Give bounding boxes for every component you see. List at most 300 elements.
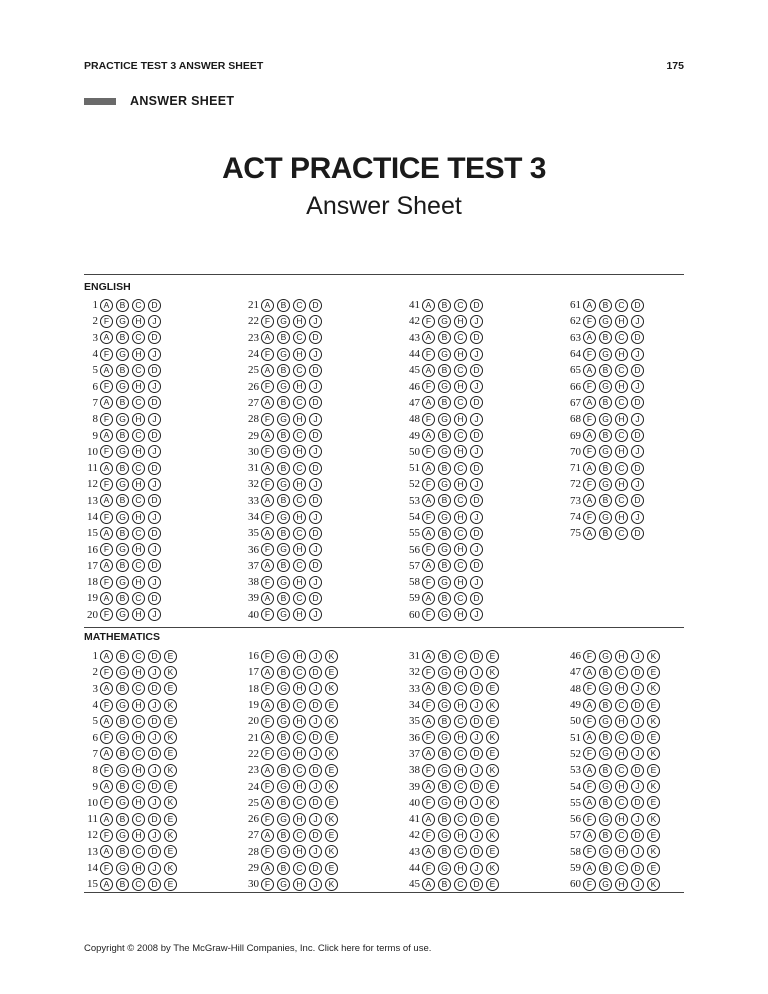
answer-bubble[interactable]: A (583, 862, 596, 875)
answer-bubble[interactable]: C (615, 331, 628, 344)
answer-bubble[interactable]: C (454, 682, 467, 695)
answer-bubble[interactable]: F (583, 650, 596, 663)
answer-bubble[interactable]: B (116, 747, 129, 760)
answer-bubble[interactable]: H (293, 747, 306, 760)
answer-bubble[interactable]: B (277, 862, 290, 875)
answer-bubble[interactable]: H (132, 796, 145, 809)
answer-bubble[interactable]: G (277, 511, 290, 524)
answer-bubble[interactable]: J (148, 348, 161, 361)
answer-bubble[interactable]: C (132, 813, 145, 826)
answer-bubble[interactable]: F (422, 862, 435, 875)
answer-bubble[interactable]: D (470, 299, 483, 312)
answer-bubble[interactable]: G (277, 780, 290, 793)
answer-bubble[interactable]: A (422, 845, 435, 858)
answer-bubble[interactable]: D (470, 559, 483, 572)
answer-bubble[interactable]: H (454, 348, 467, 361)
answer-bubble[interactable]: B (116, 396, 129, 409)
answer-bubble[interactable]: F (100, 478, 113, 491)
answer-bubble[interactable]: B (438, 527, 451, 540)
answer-bubble[interactable]: B (277, 666, 290, 679)
answer-bubble[interactable]: G (277, 543, 290, 556)
answer-bubble[interactable]: A (583, 731, 596, 744)
answer-bubble[interactable]: C (132, 845, 145, 858)
answer-bubble[interactable]: D (148, 364, 161, 377)
answer-bubble[interactable]: B (116, 559, 129, 572)
answer-bubble[interactable]: B (277, 331, 290, 344)
answer-bubble[interactable]: G (599, 715, 612, 728)
answer-bubble[interactable]: G (116, 731, 129, 744)
answer-bubble[interactable]: A (100, 494, 113, 507)
answer-bubble[interactable]: J (148, 576, 161, 589)
answer-bubble[interactable]: F (100, 511, 113, 524)
answer-bubble[interactable]: F (422, 413, 435, 426)
answer-bubble[interactable]: B (277, 764, 290, 777)
answer-bubble[interactable]: J (470, 478, 483, 491)
answer-bubble[interactable]: H (454, 608, 467, 621)
answer-bubble[interactable]: C (293, 559, 306, 572)
answer-bubble[interactable]: C (293, 462, 306, 475)
answer-bubble[interactable]: A (100, 396, 113, 409)
answer-bubble[interactable]: H (615, 845, 628, 858)
answer-bubble[interactable]: F (261, 650, 274, 663)
answer-bubble[interactable]: F (261, 608, 274, 621)
answer-bubble[interactable]: F (422, 478, 435, 491)
answer-bubble[interactable]: F (100, 445, 113, 458)
answer-bubble[interactable]: D (470, 494, 483, 507)
answer-bubble[interactable]: B (116, 331, 129, 344)
answer-bubble[interactable]: B (438, 845, 451, 858)
answer-bubble[interactable]: K (486, 731, 499, 744)
answer-bubble[interactable]: J (148, 796, 161, 809)
answer-bubble[interactable]: K (486, 862, 499, 875)
answer-bubble[interactable]: D (148, 878, 161, 891)
answer-bubble[interactable]: F (100, 576, 113, 589)
answer-bubble[interactable]: J (148, 380, 161, 393)
answer-bubble[interactable]: G (438, 862, 451, 875)
answer-bubble[interactable]: H (293, 348, 306, 361)
answer-bubble[interactable]: E (325, 731, 338, 744)
answer-bubble[interactable]: A (100, 462, 113, 475)
answer-bubble[interactable]: B (116, 650, 129, 663)
answer-bubble[interactable]: B (277, 299, 290, 312)
answer-bubble[interactable]: A (100, 559, 113, 572)
answer-bubble[interactable]: J (631, 747, 644, 760)
answer-bubble[interactable]: H (615, 315, 628, 328)
answer-bubble[interactable]: A (100, 813, 113, 826)
answer-bubble[interactable]: K (647, 878, 660, 891)
answer-bubble[interactable]: G (438, 576, 451, 589)
answer-bubble[interactable]: K (164, 796, 177, 809)
answer-bubble[interactable]: C (132, 559, 145, 572)
answer-bubble[interactable]: D (309, 764, 322, 777)
answer-bubble[interactable]: D (470, 429, 483, 442)
answer-bubble[interactable]: K (325, 682, 338, 695)
answer-bubble[interactable]: H (615, 445, 628, 458)
answer-bubble[interactable]: E (486, 715, 499, 728)
answer-bubble[interactable]: B (116, 845, 129, 858)
answer-bubble[interactable]: A (261, 764, 274, 777)
answer-bubble[interactable]: J (148, 862, 161, 875)
answer-bubble[interactable]: H (293, 608, 306, 621)
answer-bubble[interactable]: G (438, 315, 451, 328)
answer-bubble[interactable]: C (132, 396, 145, 409)
answer-bubble[interactable]: A (100, 527, 113, 540)
answer-bubble[interactable]: D (148, 559, 161, 572)
answer-bubble[interactable]: J (148, 731, 161, 744)
answer-bubble[interactable]: H (615, 878, 628, 891)
answer-bubble[interactable]: A (100, 299, 113, 312)
answer-bubble[interactable]: G (438, 764, 451, 777)
answer-bubble[interactable]: C (132, 682, 145, 695)
answer-bubble[interactable]: H (615, 413, 628, 426)
answer-bubble[interactable]: J (470, 348, 483, 361)
answer-bubble[interactable]: D (631, 462, 644, 475)
answer-bubble[interactable]: B (277, 699, 290, 712)
answer-bubble[interactable]: J (148, 666, 161, 679)
answer-bubble[interactable]: C (293, 396, 306, 409)
answer-bubble[interactable]: F (261, 878, 274, 891)
answer-bubble[interactable]: E (486, 650, 499, 663)
answer-bubble[interactable]: H (293, 780, 306, 793)
answer-bubble[interactable]: C (293, 862, 306, 875)
answer-bubble[interactable]: H (132, 862, 145, 875)
answer-bubble[interactable]: A (100, 429, 113, 442)
answer-bubble[interactable]: F (261, 747, 274, 760)
answer-bubble[interactable]: C (454, 780, 467, 793)
answer-bubble[interactable]: J (631, 682, 644, 695)
answer-bubble[interactable]: J (309, 576, 322, 589)
answer-bubble[interactable]: F (422, 576, 435, 589)
answer-bubble[interactable]: G (438, 380, 451, 393)
answer-bubble[interactable]: G (277, 747, 290, 760)
answer-bubble[interactable]: H (615, 780, 628, 793)
answer-bubble[interactable]: B (438, 813, 451, 826)
answer-bubble[interactable]: E (647, 796, 660, 809)
answer-bubble[interactable]: B (438, 396, 451, 409)
answer-bubble[interactable]: C (293, 299, 306, 312)
answer-bubble[interactable]: F (583, 413, 596, 426)
answer-bubble[interactable]: D (309, 299, 322, 312)
answer-bubble[interactable]: G (116, 543, 129, 556)
answer-bubble[interactable]: G (599, 650, 612, 663)
answer-bubble[interactable]: J (309, 780, 322, 793)
answer-bubble[interactable]: C (454, 747, 467, 760)
answer-bubble[interactable]: F (422, 380, 435, 393)
answer-bubble[interactable]: D (309, 396, 322, 409)
answer-bubble[interactable]: G (438, 348, 451, 361)
answer-bubble[interactable]: E (164, 682, 177, 695)
answer-bubble[interactable]: H (132, 445, 145, 458)
answer-bubble[interactable]: B (116, 527, 129, 540)
answer-bubble[interactable]: G (599, 780, 612, 793)
answer-bubble[interactable]: C (454, 650, 467, 663)
answer-bubble[interactable]: K (486, 764, 499, 777)
answer-bubble[interactable]: A (261, 862, 274, 875)
answer-bubble[interactable]: K (325, 747, 338, 760)
answer-bubble[interactable]: A (100, 331, 113, 344)
answer-bubble[interactable]: F (422, 666, 435, 679)
answer-bubble[interactable]: C (454, 494, 467, 507)
answer-bubble[interactable]: A (583, 494, 596, 507)
answer-bubble[interactable]: C (615, 862, 628, 875)
answer-bubble[interactable]: H (615, 813, 628, 826)
answer-bubble[interactable]: B (116, 780, 129, 793)
answer-bubble[interactable]: G (599, 747, 612, 760)
answer-bubble[interactable]: B (116, 592, 129, 605)
answer-bubble[interactable]: G (116, 413, 129, 426)
answer-bubble[interactable]: D (470, 364, 483, 377)
answer-bubble[interactable]: A (261, 299, 274, 312)
answer-bubble[interactable]: D (148, 429, 161, 442)
answer-bubble[interactable]: H (132, 829, 145, 842)
answer-bubble[interactable]: A (100, 650, 113, 663)
answer-bubble[interactable]: J (470, 380, 483, 393)
answer-bubble[interactable]: E (164, 715, 177, 728)
answer-bubble[interactable]: D (470, 527, 483, 540)
answer-bubble[interactable]: H (293, 445, 306, 458)
answer-bubble[interactable]: G (116, 576, 129, 589)
answer-bubble[interactable]: D (631, 666, 644, 679)
answer-bubble[interactable]: J (309, 380, 322, 393)
answer-bubble[interactable]: G (116, 796, 129, 809)
answer-bubble[interactable]: F (100, 764, 113, 777)
answer-bubble[interactable]: C (454, 845, 467, 858)
answer-bubble[interactable]: C (293, 364, 306, 377)
answer-bubble[interactable]: K (486, 829, 499, 842)
answer-bubble[interactable]: A (422, 331, 435, 344)
answer-bubble[interactable]: D (148, 299, 161, 312)
answer-bubble[interactable]: F (100, 666, 113, 679)
answer-bubble[interactable]: G (116, 862, 129, 875)
answer-bubble[interactable]: G (438, 413, 451, 426)
answer-bubble[interactable]: G (277, 478, 290, 491)
answer-bubble[interactable]: H (454, 699, 467, 712)
answer-bubble[interactable]: B (438, 715, 451, 728)
answer-bubble[interactable]: H (454, 380, 467, 393)
answer-bubble[interactable]: E (325, 829, 338, 842)
answer-bubble[interactable]: C (293, 331, 306, 344)
answer-bubble[interactable]: F (261, 478, 274, 491)
answer-bubble[interactable]: D (470, 650, 483, 663)
answer-bubble[interactable]: C (454, 527, 467, 540)
answer-bubble[interactable]: K (164, 731, 177, 744)
answer-bubble[interactable]: D (470, 747, 483, 760)
answer-bubble[interactable]: F (583, 813, 596, 826)
answer-bubble[interactable]: H (615, 511, 628, 524)
answer-bubble[interactable]: A (583, 331, 596, 344)
answer-bubble[interactable]: B (599, 699, 612, 712)
answer-bubble[interactable]: G (277, 315, 290, 328)
answer-bubble[interactable]: A (100, 682, 113, 695)
answer-bubble[interactable]: G (116, 764, 129, 777)
answer-bubble[interactable]: H (454, 731, 467, 744)
answer-bubble[interactable]: H (132, 764, 145, 777)
answer-bubble[interactable]: F (583, 445, 596, 458)
answer-bubble[interactable]: C (454, 364, 467, 377)
answer-bubble[interactable]: D (631, 796, 644, 809)
answer-bubble[interactable]: F (422, 348, 435, 361)
answer-bubble[interactable]: A (100, 747, 113, 760)
answer-bubble[interactable]: J (470, 445, 483, 458)
answer-bubble[interactable]: F (100, 413, 113, 426)
answer-bubble[interactable]: J (470, 666, 483, 679)
answer-bubble[interactable]: J (309, 845, 322, 858)
answer-bubble[interactable]: C (615, 666, 628, 679)
answer-bubble[interactable]: F (422, 315, 435, 328)
answer-bubble[interactable]: K (164, 666, 177, 679)
answer-bubble[interactable]: F (422, 764, 435, 777)
answer-bubble[interactable]: B (277, 559, 290, 572)
answer-bubble[interactable]: B (438, 747, 451, 760)
answer-bubble[interactable]: G (116, 829, 129, 842)
answer-bubble[interactable]: F (422, 829, 435, 842)
answer-bubble[interactable]: H (615, 380, 628, 393)
answer-bubble[interactable]: J (148, 543, 161, 556)
answer-bubble[interactable]: K (647, 780, 660, 793)
answer-bubble[interactable]: G (116, 348, 129, 361)
answer-bubble[interactable]: J (309, 608, 322, 621)
answer-bubble[interactable]: F (261, 380, 274, 393)
answer-bubble[interactable]: D (631, 331, 644, 344)
answer-bubble[interactable]: F (100, 699, 113, 712)
answer-bubble[interactable]: F (583, 682, 596, 695)
answer-bubble[interactable]: F (261, 682, 274, 695)
answer-bubble[interactable]: H (454, 764, 467, 777)
answer-bubble[interactable]: J (470, 413, 483, 426)
answer-bubble[interactable]: K (647, 650, 660, 663)
answer-bubble[interactable]: D (309, 527, 322, 540)
answer-bubble[interactable]: B (438, 331, 451, 344)
answer-bubble[interactable]: C (615, 699, 628, 712)
answer-bubble[interactable]: D (309, 364, 322, 377)
answer-bubble[interactable]: C (132, 462, 145, 475)
answer-bubble[interactable]: D (631, 396, 644, 409)
answer-bubble[interactable]: E (486, 747, 499, 760)
answer-bubble[interactable]: J (470, 731, 483, 744)
answer-bubble[interactable]: C (454, 429, 467, 442)
answer-bubble[interactable]: G (599, 682, 612, 695)
answer-bubble[interactable]: E (164, 650, 177, 663)
answer-bubble[interactable]: C (293, 527, 306, 540)
answer-bubble[interactable]: B (438, 364, 451, 377)
answer-bubble[interactable]: J (148, 511, 161, 524)
answer-bubble[interactable]: E (325, 796, 338, 809)
answer-bubble[interactable]: H (454, 315, 467, 328)
answer-bubble[interactable]: F (100, 829, 113, 842)
answer-bubble[interactable]: J (148, 608, 161, 621)
answer-bubble[interactable]: H (615, 478, 628, 491)
answer-bubble[interactable]: C (132, 331, 145, 344)
answer-bubble[interactable]: A (422, 559, 435, 572)
answer-bubble[interactable]: G (438, 699, 451, 712)
answer-bubble[interactable]: C (132, 429, 145, 442)
answer-bubble[interactable]: F (261, 315, 274, 328)
answer-bubble[interactable]: J (309, 348, 322, 361)
answer-bubble[interactable]: F (261, 445, 274, 458)
answer-bubble[interactable]: J (631, 845, 644, 858)
answer-bubble[interactable]: A (422, 592, 435, 605)
answer-bubble[interactable]: K (325, 780, 338, 793)
answer-bubble[interactable]: H (293, 576, 306, 589)
answer-bubble[interactable]: K (647, 813, 660, 826)
answer-bubble[interactable]: G (438, 445, 451, 458)
answer-bubble[interactable]: F (261, 348, 274, 361)
answer-bubble[interactable]: B (599, 731, 612, 744)
answer-bubble[interactable]: A (583, 396, 596, 409)
answer-bubble[interactable]: J (470, 511, 483, 524)
answer-bubble[interactable]: C (293, 592, 306, 605)
answer-bubble[interactable]: B (277, 527, 290, 540)
answer-bubble[interactable]: F (100, 348, 113, 361)
answer-bubble[interactable]: A (422, 878, 435, 891)
answer-bubble[interactable]: G (116, 315, 129, 328)
answer-bubble[interactable]: G (277, 413, 290, 426)
answer-bubble[interactable]: B (599, 764, 612, 777)
answer-bubble[interactable]: J (470, 796, 483, 809)
answer-bubble[interactable]: A (422, 299, 435, 312)
answer-bubble[interactable]: G (599, 845, 612, 858)
answer-bubble[interactable]: B (599, 862, 612, 875)
answer-bubble[interactable]: D (148, 396, 161, 409)
answer-bubble[interactable]: A (583, 462, 596, 475)
answer-bubble[interactable]: C (293, 731, 306, 744)
answer-bubble[interactable]: A (261, 527, 274, 540)
answer-bubble[interactable]: D (309, 494, 322, 507)
answer-bubble[interactable]: E (486, 813, 499, 826)
answer-bubble[interactable]: G (438, 511, 451, 524)
answer-bubble[interactable]: B (116, 813, 129, 826)
answer-bubble[interactable]: J (309, 878, 322, 891)
answer-bubble[interactable]: D (148, 527, 161, 540)
answer-bubble[interactable]: G (277, 878, 290, 891)
answer-bubble[interactable]: C (615, 299, 628, 312)
answer-bubble[interactable]: D (309, 829, 322, 842)
answer-bubble[interactable]: A (422, 462, 435, 475)
answer-bubble[interactable]: D (470, 682, 483, 695)
answer-bubble[interactable]: H (454, 862, 467, 875)
answer-bubble[interactable]: B (599, 462, 612, 475)
answer-bubble[interactable]: F (583, 780, 596, 793)
answer-bubble[interactable]: J (309, 813, 322, 826)
answer-bubble[interactable]: D (148, 845, 161, 858)
answer-bubble[interactable]: A (100, 780, 113, 793)
answer-bubble[interactable]: J (309, 511, 322, 524)
answer-bubble[interactable]: A (422, 682, 435, 695)
answer-bubble[interactable]: J (631, 413, 644, 426)
answer-bubble[interactable]: H (454, 413, 467, 426)
answer-bubble[interactable]: A (583, 299, 596, 312)
answer-bubble[interactable]: D (309, 731, 322, 744)
answer-bubble[interactable]: E (325, 764, 338, 777)
answer-bubble[interactable]: B (438, 429, 451, 442)
answer-bubble[interactable]: B (438, 592, 451, 605)
answer-bubble[interactable]: C (132, 747, 145, 760)
answer-bubble[interactable]: K (325, 650, 338, 663)
answer-bubble[interactable]: B (599, 527, 612, 540)
answer-bubble[interactable]: B (438, 494, 451, 507)
answer-bubble[interactable]: C (132, 364, 145, 377)
answer-bubble[interactable]: H (293, 478, 306, 491)
answer-bubble[interactable]: J (631, 380, 644, 393)
answer-bubble[interactable]: C (293, 429, 306, 442)
answer-bubble[interactable]: E (325, 666, 338, 679)
answer-bubble[interactable]: H (132, 576, 145, 589)
answer-bubble[interactable]: H (132, 413, 145, 426)
answer-bubble[interactable]: J (631, 650, 644, 663)
answer-bubble[interactable]: J (309, 315, 322, 328)
answer-bubble[interactable]: H (454, 478, 467, 491)
answer-bubble[interactable]: K (486, 666, 499, 679)
